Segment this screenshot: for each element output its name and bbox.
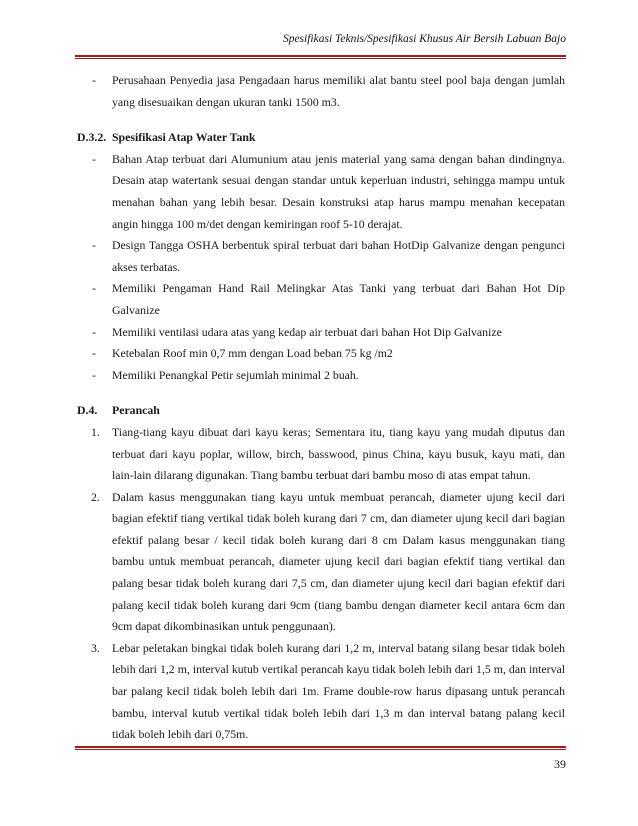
header-rule-thin	[75, 58, 566, 59]
list-marker: -	[92, 73, 96, 87]
list-marker: 3.	[91, 640, 100, 655]
list-item	[77, 235, 565, 278]
list-item	[77, 278, 565, 321]
header-rule	[75, 55, 566, 57]
list-marker: 1.	[91, 424, 100, 439]
list-item	[77, 487, 565, 638]
list-item	[77, 322, 565, 344]
list-item-text: Ketebalan Roof min 0,7 mm dengan Load beban 75 kg /m2	[112, 346, 393, 361]
list-item	[77, 365, 565, 387]
list-marker: 2.	[91, 489, 100, 504]
list-item-text: Memiliki Pengaman Hand Rail Melingkar Atas Tanki yang terbuat dari Bahan Hot Dip Galvanize	[112, 281, 565, 317]
list-item	[77, 343, 565, 365]
footer-rule	[75, 746, 566, 748]
section-heading-d32	[77, 127, 565, 149]
list-item-text: Design Tangga OSHA berbentuk spiral terbuat dari bahan HotDip Galvanize dengan pengunci akses terbatas.	[112, 238, 565, 274]
list-item-text: Memiliki Penangkal Petir sejumlah minimal 2 buah.	[112, 367, 359, 382]
list-item-text: Dalam kasus menggunakan tiang kayu untuk membuat perancah, diameter ujung kecil dari bagian efektif tiang vertikal tidak boleh kurang dari 7 cm, dan diameter ujung kecil dari bagian efektif palang besar / kecil tidak boleh kurang dari 8 cm Dalam kasus menggunakan tiang bambu untuk membuat perancah, diameter ujung kecil dari bagian efektif tiang vertikal dan palang besar tidak boleh kurang dari 7,5 cm, dan diameter ujung kecil dari bagian efektif dari palang kecil tidak boleh kurang dari 9cm (tiang bambu dengan diameter kecil antara 6cm dan 9cm dapat dikombinasikan untuk penggunaan).	[112, 489, 565, 634]
list-item	[77, 70, 565, 113]
list-item	[77, 638, 565, 746]
list-marker: -	[92, 151, 96, 166]
list-item-text: Memiliki ventilasi udara atas yang kedap air terbuat dari bahan Hot Dip Galvanize	[112, 324, 502, 339]
section-title: Spesifikasi Atap Water Tank	[112, 130, 256, 145]
list-item	[77, 149, 565, 235]
page-body	[77, 70, 565, 746]
section-number: D.4.	[77, 403, 98, 418]
section-number: D.3.2.	[77, 130, 107, 145]
list-item-text: Bahan Atap terbuat dari Alumunium atau jenis material yang sama dengan bahan dindingnya. Desain atap watertank sesuai dengan standar untuk keperluan industri, sehingga mampu untuk menahan bahan yang lebih besar. Desain konstruksi atap harus mampu menahan kecepatan angin hingga 100 m/det dengan kemiringan roof 5-10 derajat.	[112, 151, 565, 231]
page-number: 39	[554, 757, 566, 771]
list-marker: -	[92, 238, 96, 253]
list-marker: -	[92, 367, 96, 382]
list-item-text: Lebar peletakan bingkai tidak boleh kurang dari 1,2 m, interval batang silang besar tidak boleh lebih dari 1,2 m, interval kutub vertikal perancah kayu tidak boleh lebih dari 1,5 m, dan interval bar palang kecil tidak boleh lebih dari 1m. Frame double-row harus dipasang untuk perancah bambu, interval kutub vertikal tidak boleh lebih dari 1,3 m dan interval batang palang kecil tidak boleh lebih dari 0,75m.	[112, 640, 565, 742]
page-header-title: Spesifikasi Teknis/Spesifikasi Khusus Air Bersih Labuan Bajo	[282, 33, 566, 45]
list-item	[77, 422, 565, 487]
list-item-text: Tiang-tiang kayu dibuat dari kayu keras; Sementara itu, tiang kayu yang mudah diputus dan terbuat dari kayu poplar, willow, birch, basswood, pinus China, kayu busuk, kayu mati, dan lain-lain dilarang digunakan. Tiang bambu terbuat dari bambu moso di atas empat tahun.	[112, 424, 565, 483]
footer-rule-thin	[75, 749, 566, 750]
list-item-text: Perusahaan Penyedia jasa Pengadaan harus memiliki alat bantu steel pool baja dengan jumlah yang disesuaikan dengan ukuran tanki 1500 m3.	[112, 73, 565, 109]
section-title: Perancah	[112, 403, 160, 418]
list-marker: -	[92, 281, 96, 296]
list-marker: -	[92, 324, 96, 339]
section-heading-d4	[77, 400, 565, 422]
list-marker: -	[92, 346, 96, 361]
